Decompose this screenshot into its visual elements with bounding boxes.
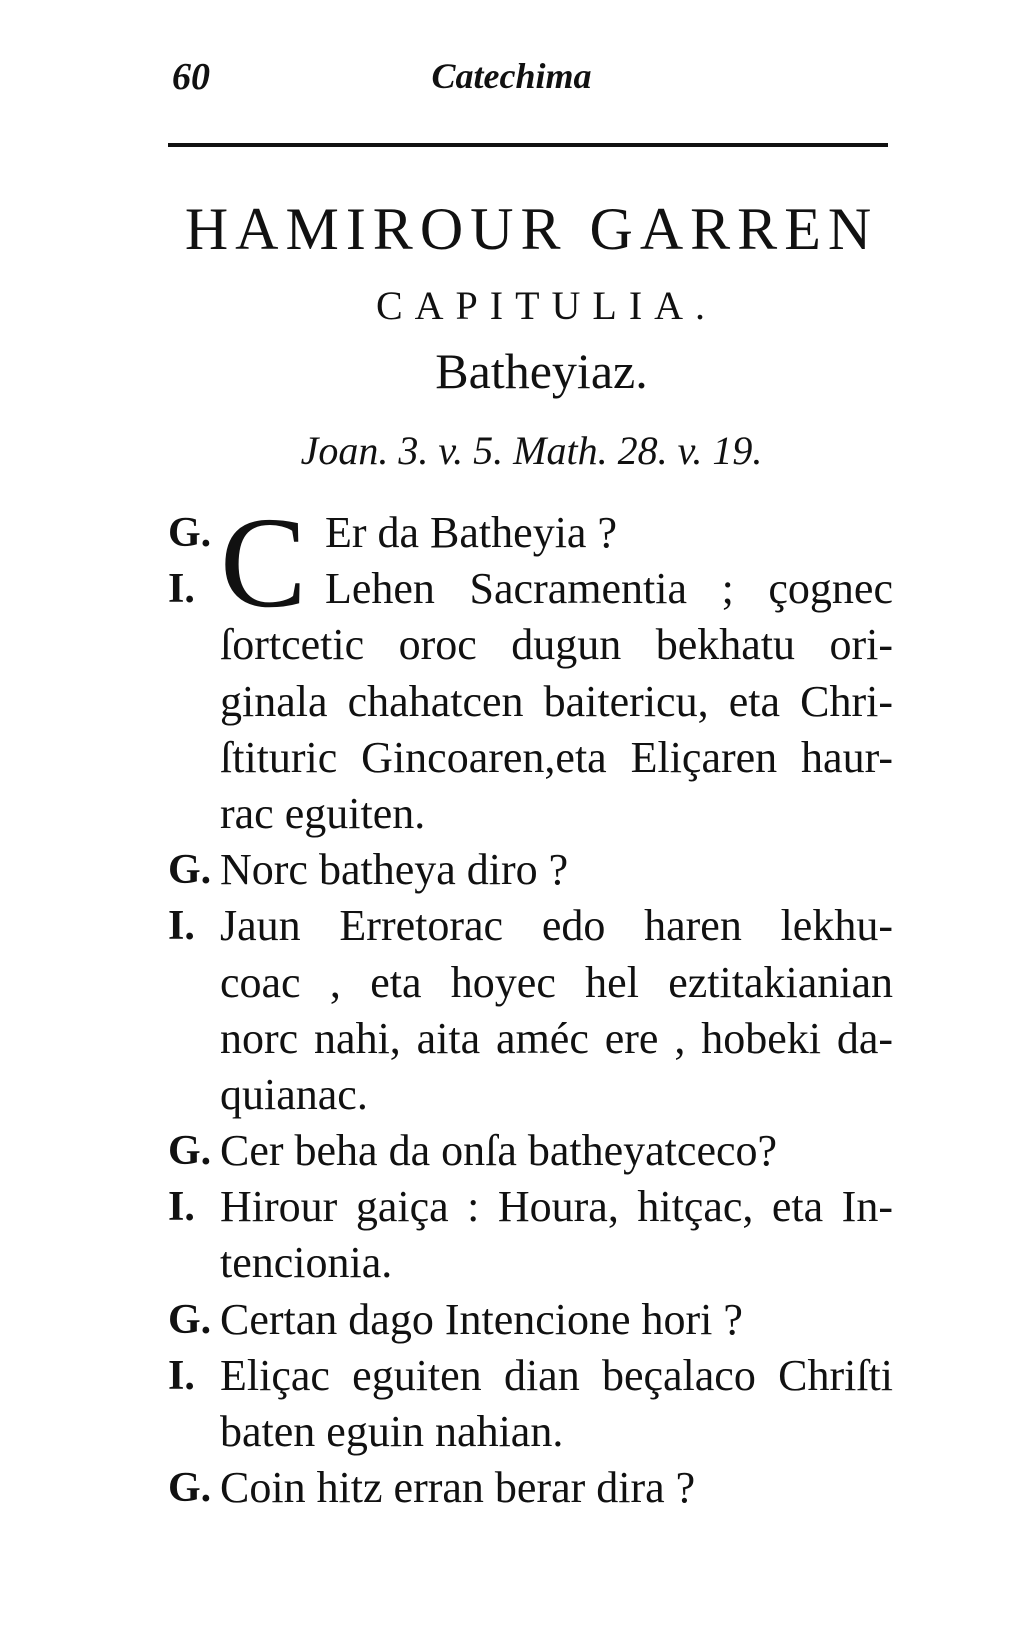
dialogue-line [168, 674, 893, 730]
dialogue-text: Norc batheya diro ? [220, 845, 569, 895]
page-number: 60 [172, 56, 210, 98]
speaker-marker: G. [168, 1465, 212, 1512]
dialogue-text: Lehen Sacramentia ; çognec [325, 564, 893, 614]
dialogue-line [168, 561, 893, 617]
dialogue-text: norc nahi, aita améc ere , hobeki da- [220, 1013, 893, 1063]
dialogue-text: ginala chahatcen baitericu, eta Chri- [220, 676, 893, 726]
header-rule [168, 143, 888, 147]
dialogue-line [168, 1292, 893, 1348]
dialogue-line [168, 1123, 893, 1179]
dialogue-line [168, 1235, 893, 1291]
dialogue-line [168, 898, 893, 954]
dialogue-text: tencionia. [220, 1238, 393, 1288]
speaker-marker: G. [168, 1128, 212, 1175]
running-title: Catechima [431, 56, 592, 96]
speaker-marker: I. [168, 903, 195, 950]
catechism-dialogue [168, 491, 893, 1516]
dialogue-line [168, 617, 893, 673]
dialogue-line [168, 1460, 893, 1516]
dialogue-text: rac eguiten. [220, 788, 426, 838]
dialogue-text: Hirour gaiça : Houra, hitçac, eta In- [220, 1182, 893, 1232]
speaker-marker: I. [168, 1352, 195, 1399]
dialogue-line [168, 1404, 893, 1460]
scripture-reference: Joan. 3. v. 5. Math. 28. v. 19. [300, 428, 763, 473]
dialogue-line [168, 1067, 893, 1123]
speaker-marker: G. [168, 510, 212, 556]
dialogue-text: baten eguin nahian. [220, 1407, 564, 1456]
chapter-subtitle: CAPITULIA. [375, 283, 718, 328]
dialogue-text: Coin hitz erran berar dira ? [220, 1463, 696, 1513]
dialogue-text: Eliçac eguiten dian beçalaco Chriſti [220, 1350, 893, 1400]
dialogue-text: Jaun Erretorac edo haren lekhu- [220, 901, 893, 951]
speaker-marker: I. [168, 566, 195, 613]
dialogue-text: quianac. [220, 1069, 368, 1119]
dialogue-line [168, 1179, 893, 1235]
dialogue-line [168, 786, 893, 842]
speaker-marker: I. [168, 1184, 195, 1231]
dialogue-text: Certan dago Intencione hori ? [220, 1294, 743, 1344]
dialogue-line [168, 842, 893, 898]
chapter-title: HAMIROUR GARREN [184, 196, 879, 262]
dialogue-text: coac , eta hoyec hel eztitakianian [220, 957, 893, 1007]
section-title: Batheyiaz. [435, 343, 648, 399]
dialogue-text: Cer beha da onſa batheyatceco? [220, 1126, 778, 1176]
speaker-marker: G. [168, 1296, 212, 1343]
dialogue-line [168, 1011, 893, 1067]
dialogue-text: ſortcetic oroc dugun bekhatu ori- [220, 620, 893, 670]
dialogue-text: ſtituric Gincoaren,eta Eliçaren haur- [220, 732, 893, 782]
drop-cap: C [220, 491, 307, 635]
speaker-marker: G. [168, 847, 212, 894]
dialogue-line [168, 1348, 893, 1404]
dialogue-text: Er da Batheyia ? [325, 508, 617, 557]
dialogue-line [168, 955, 893, 1011]
dialogue-line [168, 730, 893, 786]
